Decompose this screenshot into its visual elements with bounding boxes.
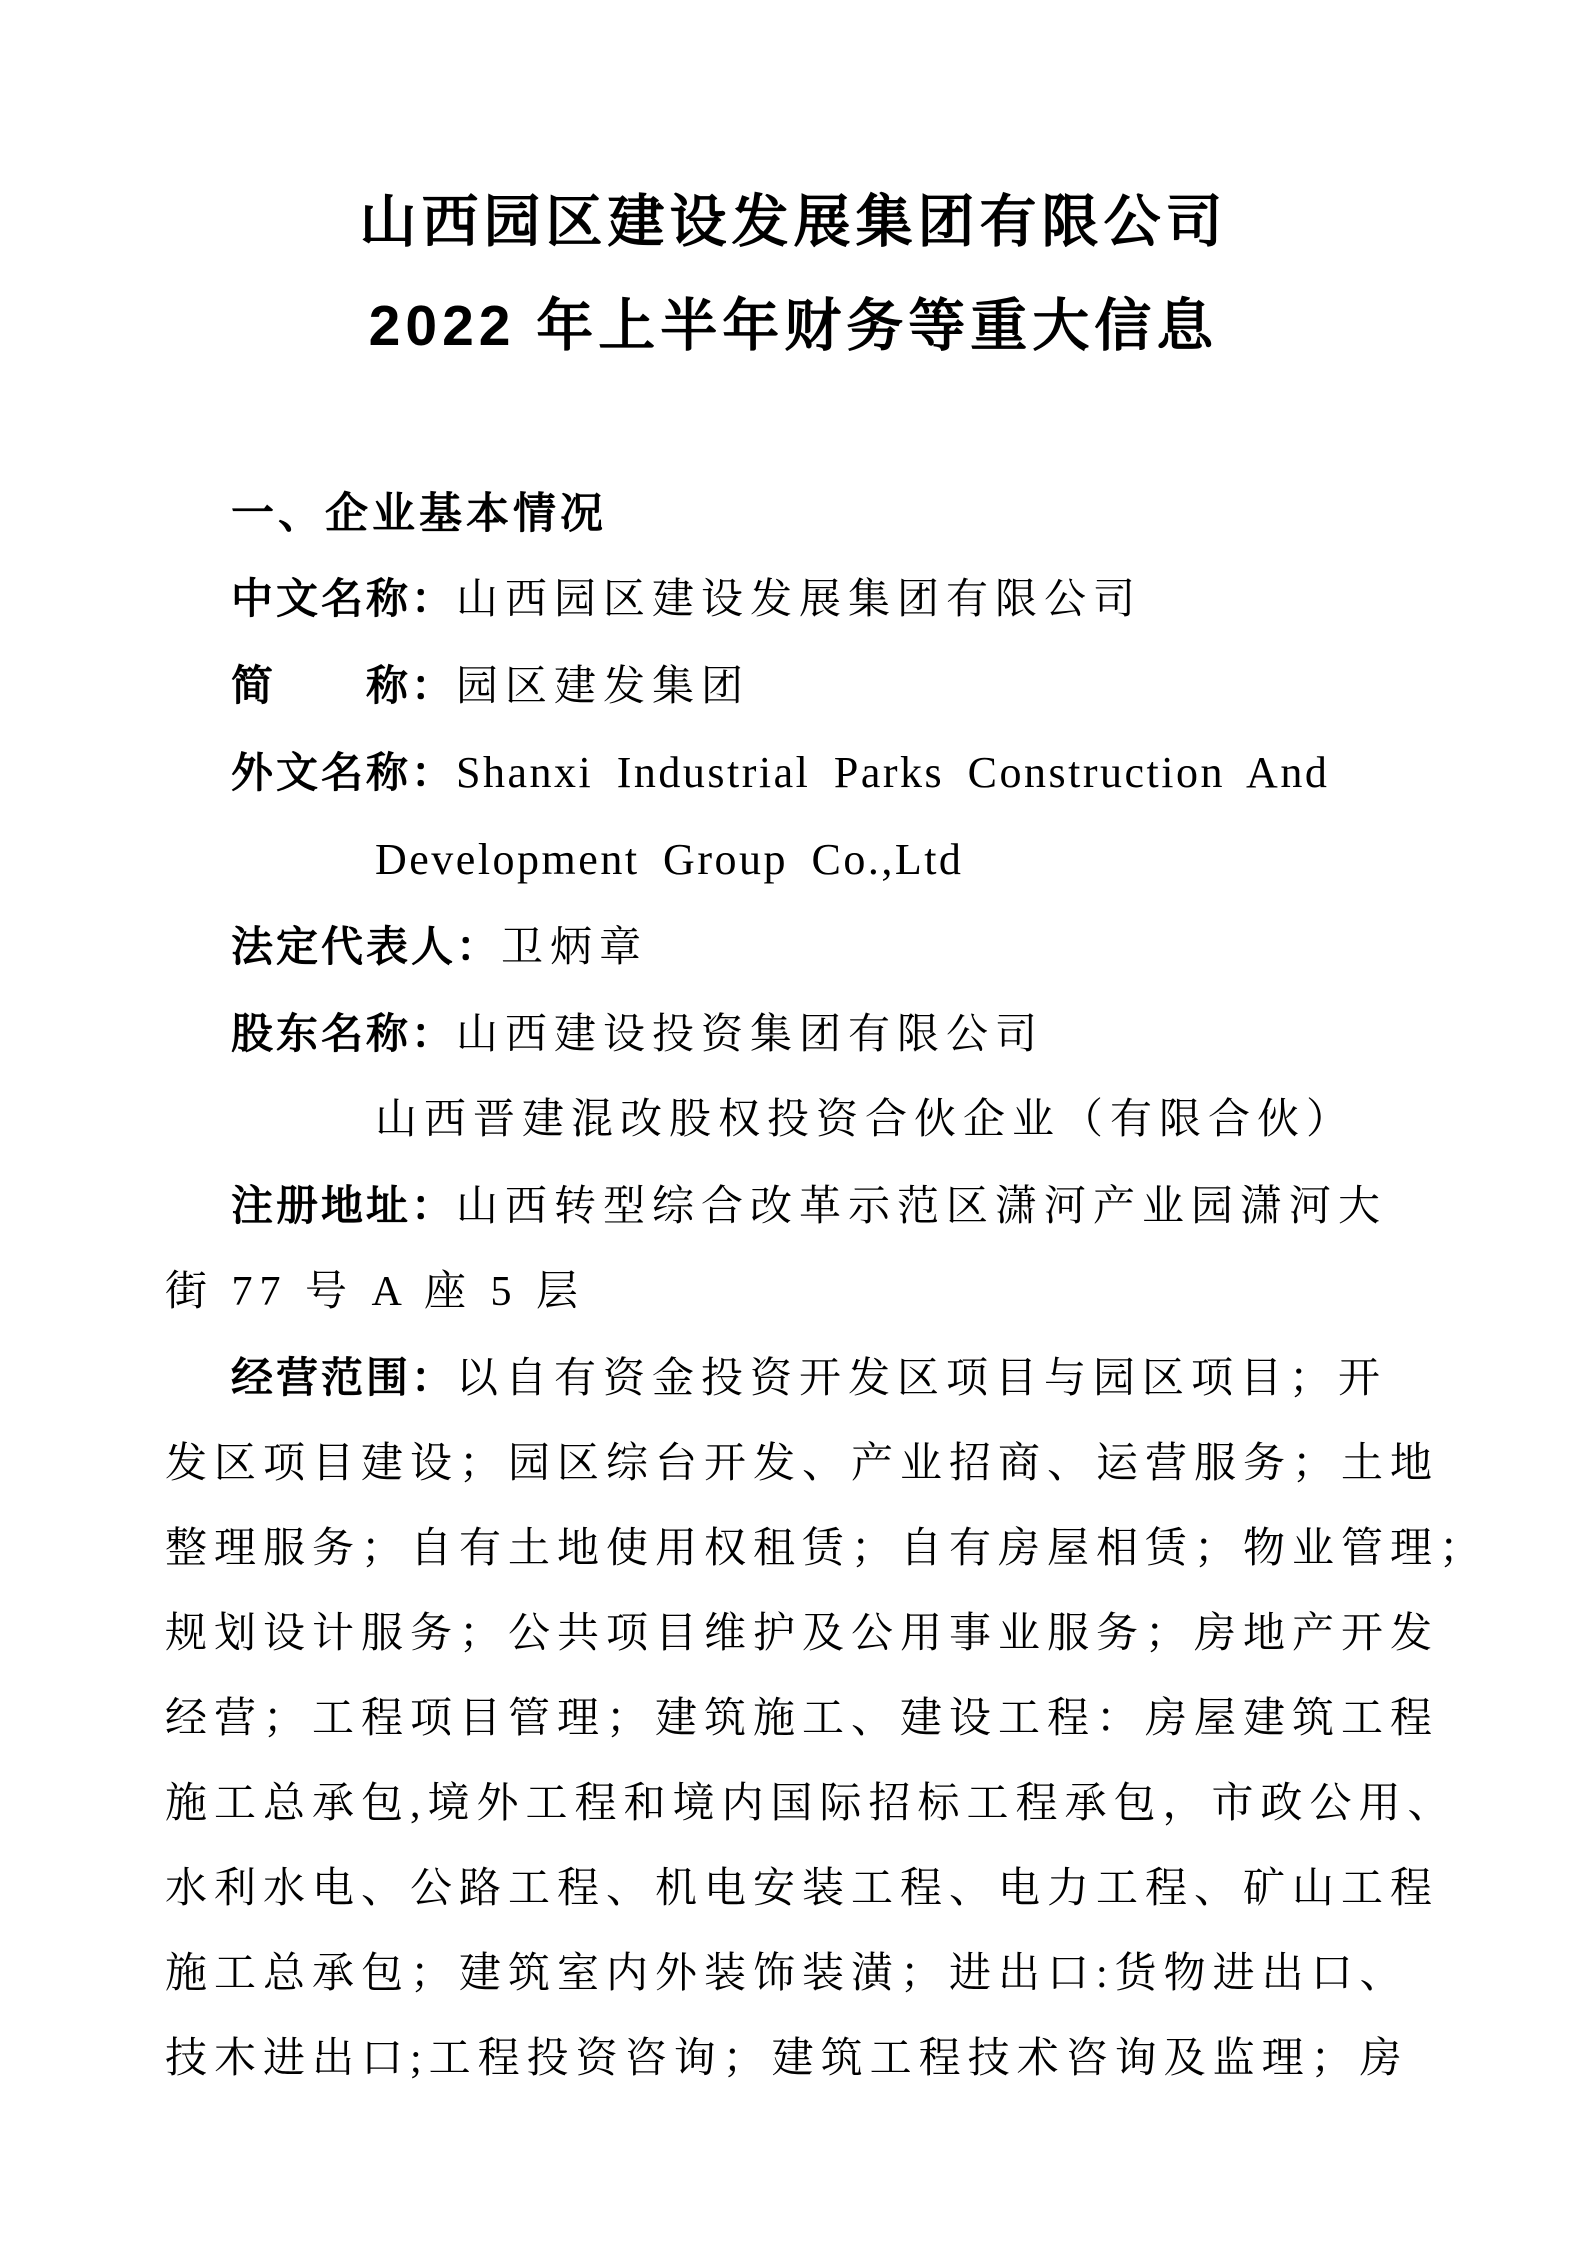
field-short-name-label: 简 称： bbox=[231, 662, 457, 709]
field-business-scope-line5-text: 经营；工程项目管理；建筑施工、建设工程：房屋建筑工程 bbox=[165, 1696, 1440, 1742]
field-registered-address bbox=[165, 1163, 1422, 1250]
field-short-name-value: 园区建发集团 bbox=[456, 664, 751, 710]
field-business-scope-line1: 以自有资金投资开发区项目与园区项目；开 bbox=[456, 1356, 1388, 1402]
field-legal-representative-value: 卫炳章 bbox=[501, 925, 649, 971]
field-foreign-name bbox=[165, 730, 1422, 817]
field-registered-address-label: 注册地址： bbox=[231, 1182, 457, 1229]
field-foreign-name-label: 外文名称： bbox=[231, 749, 457, 796]
field-foreign-name-continuation bbox=[165, 817, 1422, 904]
field-business-scope-line7 bbox=[165, 1847, 1440, 1932]
field-business-scope-line6 bbox=[165, 1762, 1457, 1847]
section-heading-basic-info: 一、企业基本情况 bbox=[231, 490, 607, 538]
field-business-scope-line8-text: 施工总承包；建筑室内外装饰装潢；进出口:货物进出口、 bbox=[165, 1951, 1409, 1997]
field-shareholders-continuation bbox=[165, 1078, 1422, 1163]
field-registered-address-continuation bbox=[165, 1250, 1422, 1335]
field-foreign-name-value-line2: Development Group Co.,Ltd bbox=[375, 835, 964, 884]
field-business-scope-line4 bbox=[165, 1592, 1440, 1677]
field-business-scope bbox=[165, 1335, 1422, 1422]
field-business-scope-line3 bbox=[165, 1507, 1489, 1592]
field-registered-address-value-line1: 山西转型综合改革示范区潇河产业园潇河大 bbox=[456, 1184, 1388, 1230]
field-business-scope-line2-text: 发区项目建设；园区综台开发、产业招商、运营服务；土地 bbox=[165, 1441, 1440, 1487]
field-legal-representative bbox=[165, 904, 1422, 991]
field-shareholders bbox=[165, 991, 1422, 1078]
field-business-scope-line4-text: 规划设计服务；公共项目维护及公用事业服务；房地产开发 bbox=[165, 1611, 1440, 1657]
document-title-line1: 山西园区建设发展集团有限公司 bbox=[359, 190, 1228, 254]
field-business-scope-line8 bbox=[165, 1932, 1422, 2017]
field-business-scope-line2 bbox=[165, 1422, 1440, 1507]
field-business-scope-label: 经营范围： bbox=[231, 1354, 457, 1401]
field-registered-address-value-line2: 街 77 号 A 座 5 层 bbox=[165, 1269, 586, 1315]
field-short-name bbox=[165, 643, 1422, 730]
field-business-scope-line5 bbox=[165, 1677, 1440, 1762]
field-chinese-name-value: 山西园区建设发展集团有限公司 bbox=[456, 577, 1143, 623]
field-chinese-name bbox=[165, 556, 1422, 643]
field-business-scope-line3-text: 整理服务；自有土地使用权租赁；自有房屋相赁；物业管理； bbox=[165, 1526, 1489, 1572]
field-business-scope-line9 bbox=[165, 2017, 1422, 2102]
field-foreign-name-value-line1: Shanxi Industrial Parks Construction And bbox=[456, 748, 1330, 797]
field-legal-representative-label: 法定代表人： bbox=[231, 923, 502, 970]
field-business-scope-line6-text: 施工总承包,境外工程和境内国际招标工程承包，市政公用、 bbox=[165, 1781, 1457, 1827]
field-shareholders-value-line1: 山西建设投资集团有限公司 bbox=[456, 1012, 1045, 1058]
fields-block bbox=[165, 556, 1489, 2102]
field-chinese-name-label: 中文名称： bbox=[231, 575, 457, 622]
document-title-block bbox=[165, 0, 1422, 358]
field-shareholders-label: 股东名称： bbox=[231, 1010, 457, 1057]
field-business-scope-line7-text: 水利水电、公路工程、机电安装工程、电力工程、矿山工程 bbox=[165, 1866, 1440, 1912]
field-shareholders-value-line2: 山西晋建混改股权投资合伙企业（有限合伙） bbox=[375, 1097, 1356, 1143]
field-business-scope-line9-text: 技木进出口;工程投资咨询；建筑工程技术咨询及监理；房 bbox=[165, 2036, 1409, 2082]
document-title-line2: 2022 年上半年财务等重大信息 bbox=[368, 294, 1219, 358]
